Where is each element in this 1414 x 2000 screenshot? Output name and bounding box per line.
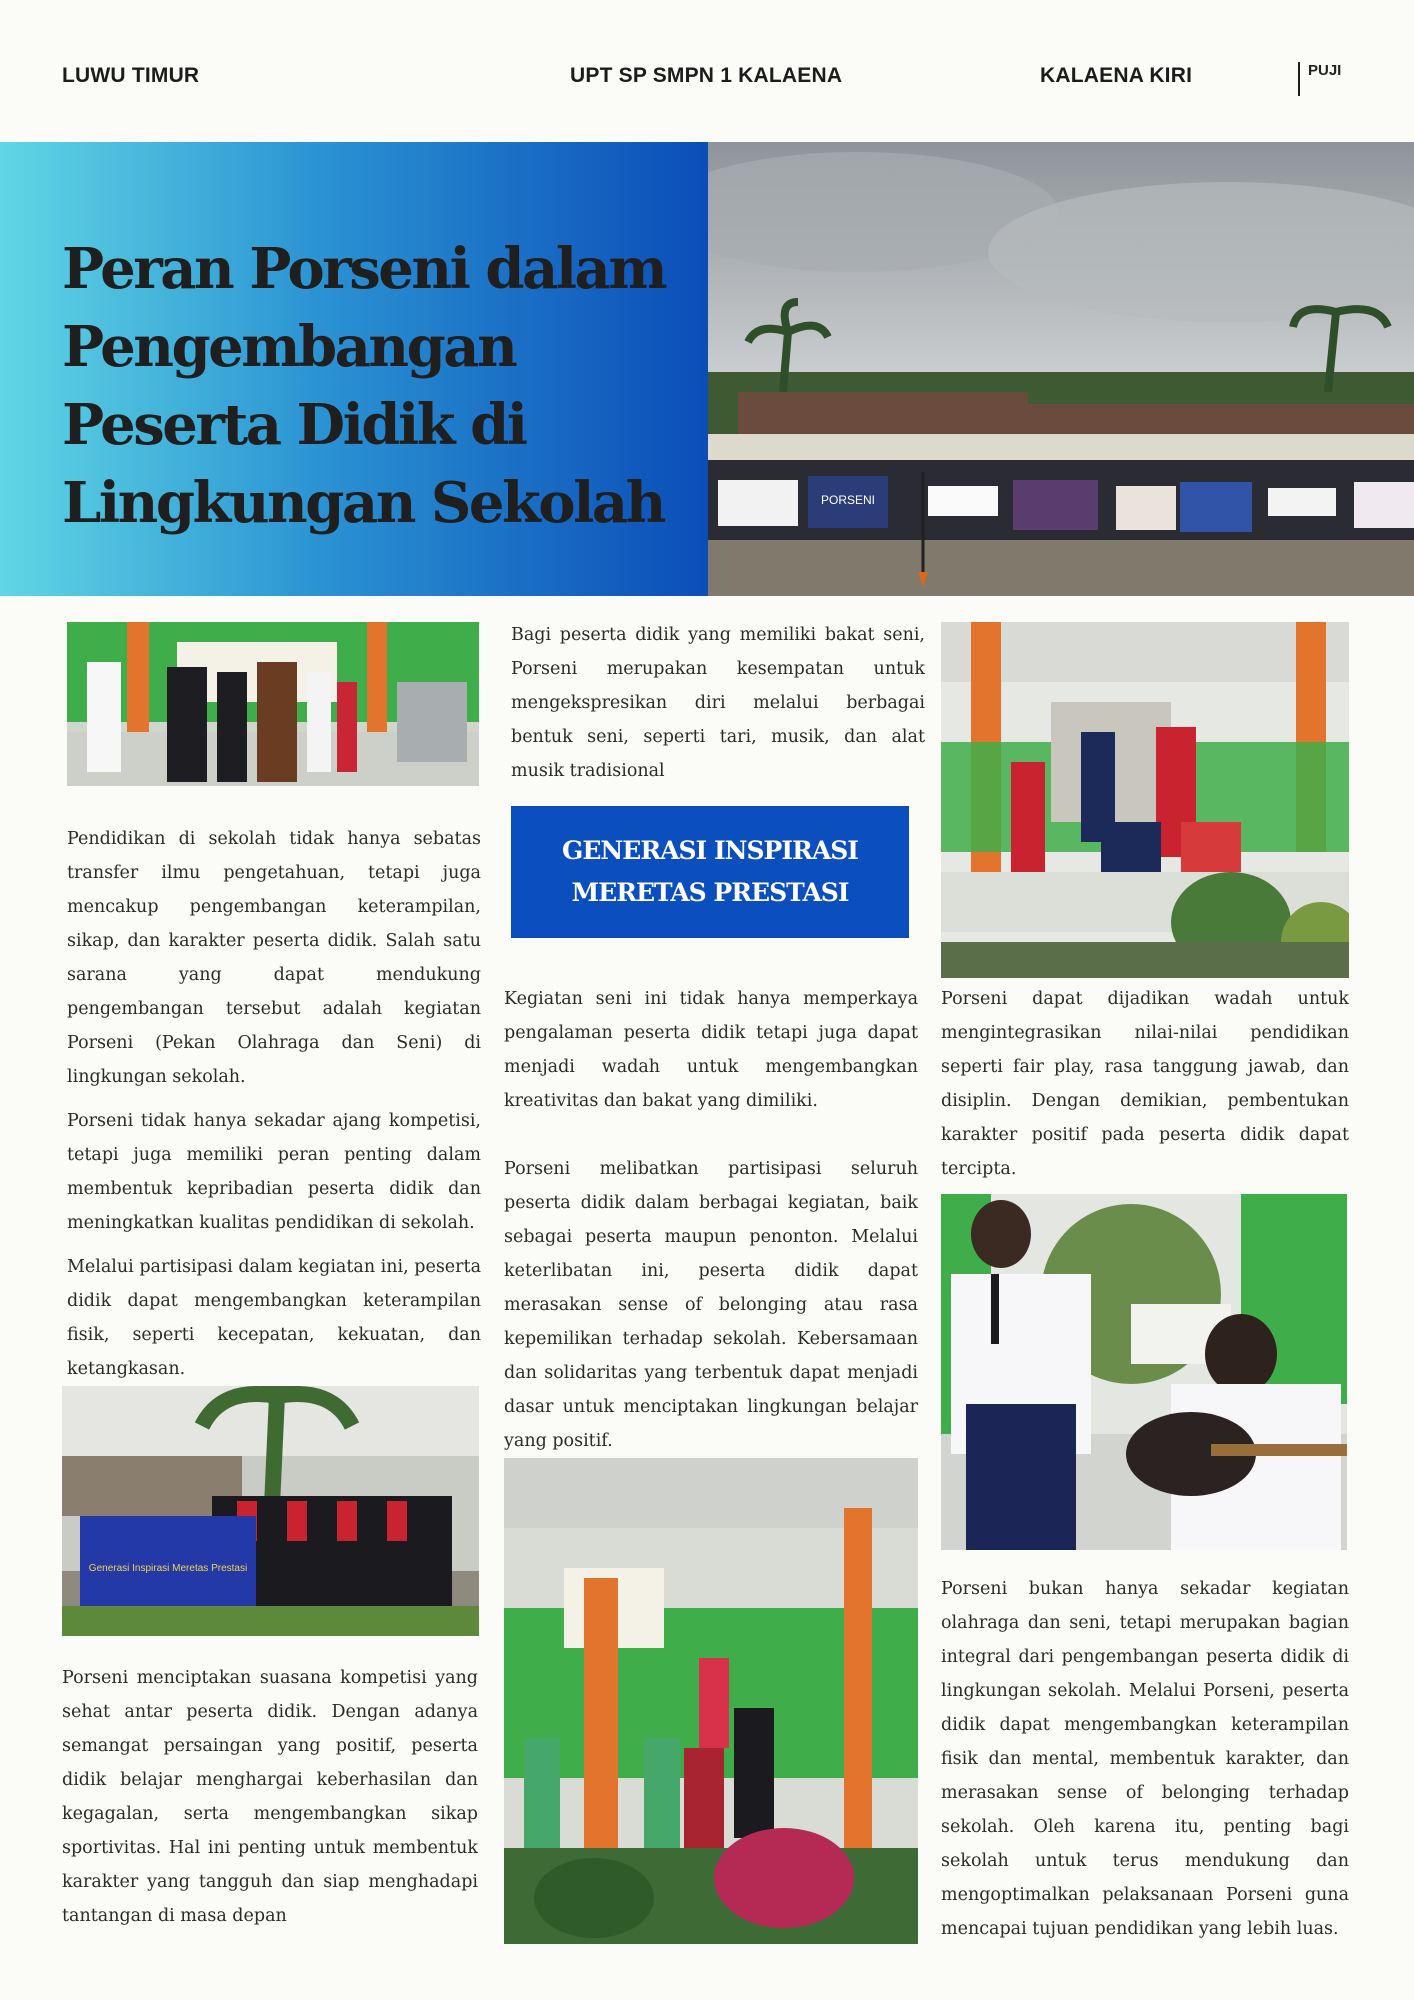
paragraph-competition: Porseni menciptakan suasana kompetisi yang sehat antar peserta didik. Dengan adanya semangat persaingan yang positif, peserta didik belajar menghargai keberhasilan dan kegagalan, serta mengembangkan sikap sportivitas. Hal ini penting untuk membentuk karakter yang tangguh dan siap menghadapi tantangan di masa depan [62,1668,478,1926]
article-column-3-bottom [941,1572,1349,1956]
article-column-2 [504,982,918,1468]
traditional-dance-photo [504,1458,918,1944]
paragraph-personality: Porseni tidak hanya sekadar ajang kompetisi, tetapi juga memiliki peran penting dalam membentuk kepribadian peserta didik dan meningkatkan kualitas pendidikan di sekolah. [67,1111,481,1233]
header-region: LUWU TIMUR [62,64,200,87]
header-location: KALAENA KIRI [1040,64,1193,87]
article-column-1-bottom [62,1661,478,1943]
hero-banner-text: PORSENI [820,493,876,507]
parade-photo [62,1386,479,1636]
hero-photo [708,142,1414,596]
page-title: Peran Porseni dalam Pengembangan Peserta Didik di Lingkungan Sekolah [62,236,666,536]
article-column-3-top [941,982,1349,1196]
paragraph-participation: Porseni melibatkan partisipasi seluruh peserta didik dalam berbagai kegiatan, baik sebagai peserta maupun penonton. Melalui keterlibatan ini, peserta didik dapat merasakan sense of belonging atau rasa kepemilikan terhadap sekolah. Kebersamaan dan solidaritas yang terbentuk dapat menjadi dasar untuk menciptakan lingkungan belajar yang positif. [504,1159,918,1451]
article-column-1 [67,822,481,1396]
title-banner [0,142,708,596]
paragraph-physical-skills: Melalui partisipasi dalam kegiatan ini, peserta didik dapat mengembangkan keterampilan fisik, seperti kecepatan, kekuatan, dan ketangkasan. [67,1257,481,1379]
singing-guitar-photo [941,1194,1347,1550]
opening-ceremony-photo [67,622,479,786]
article-column-2-top [511,618,925,798]
paragraph-art-talent: Bagi peserta didik yang memiliki bakat seni, Porseni merupakan kesempatan untuk mengekspresikan diri melalui berbagai bentuk seni, seperti tari, musik, dan alat musik tradisional [511,625,925,781]
header-school: UPT SP SMPN 1 KALAENA [570,64,843,87]
music-performance-photo [941,622,1349,978]
paragraph-values: Porseni dapat dijadikan wadah untuk mengintegrasikan nilai-nilai pendidikan seperti fair play, rasa tanggung jawab, dan disiplin. Dengan demikian, pembentukan karakter positif pada peserta didik dapat tercipta. [941,989,1349,1179]
paragraph-intro: Pendidikan di sekolah tidak hanya sebatas transfer ilmu pengetahuan, tetapi juga mencakup pengembangan keterampilan, sikap, dan karakter peserta didik. Salah satu sarana yang dapat mendukung pengembangan tersebut adalah kegiatan Porseni (Pekan Olahraga dan Seni) di lingkungan sekolah. [67,829,481,1087]
paragraph-art-activities: Kegiatan seni ini tidak hanya memperkaya pengalaman peserta didik tetapi juga dapat menjadi wadah untuk mengembangkan kreativitas dan bakat yang dimiliki. [504,989,918,1111]
parade-banner-text: Generasi Inspirasi Meretas Prestasi [88,1563,248,1574]
header-author: PUJI [1298,62,1341,96]
slogan-box: GENERASI INSPIRASI MERETAS PRESTASI [511,806,909,938]
paragraph-conclusion: Porseni bukan hanya sekadar kegiatan olahraga dan seni, tetapi merupakan bagian integral dari pengembangan peserta didik di lingkungan sekolah. Melalui Porseni, peserta didik dapat mengembangkan keterampilan fisik dan mental, membentuk karakter, dan merasakan sense of belonging terhadap sekolah. Oleh karena itu, penting bagi sekolah untuk terus mendukung dan mengoptimalkan pelaksanaan Porseni guna mencapai tujuan pendidikan yang lebih luas. [941,1579,1349,1939]
